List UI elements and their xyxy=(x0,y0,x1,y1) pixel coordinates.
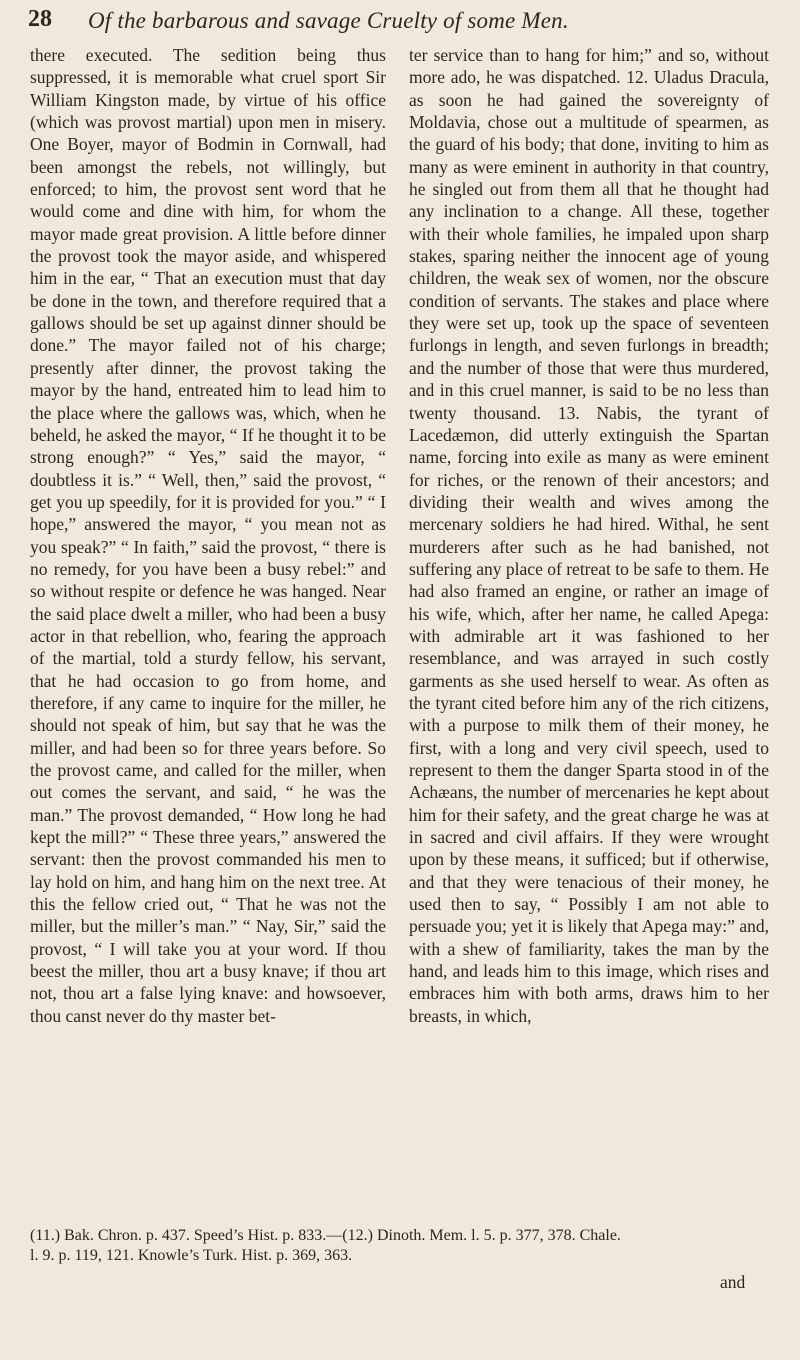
right-column xyxy=(409,44,769,1220)
footnotes xyxy=(30,1226,770,1266)
left-column xyxy=(30,44,386,1220)
footnote-line: l. 9. p. 119, 121. Knowle’s Turk. Hist. p. 369, 363. xyxy=(30,1247,353,1264)
right-column-text: ter service than to hang for him;” and so, without more ado, he was dispatched. 12. Uladus Dracula, as soon he had gained the sovereignty of Moldavia, chose out a multitude of spearmen, as the guard of his body; that done, inviting to him as many as were eminent in authority in that country, he singled out from them all that he thought had any inclination to a change. All these, together with their whole families, he impaled upon sharp stakes, sparing neither the innocent age of young children, the weak sex of women, nor the obscure condition of servants. The stakes and place where they were set up, took up the space of seventeen furlongs in length, and seven furlongs in breadth; and the number of those that were thus murdered, and in this cruel manner, is said to be no less than twenty thousand. 13. Nabis, the tyrant of Lacedæmon, did utterly extinguish the Spartan name, forcing into exile as many as were eminent for riches, or the renown of their ancestors; and dividing their wealth and wives among the mercenary soldiers he had hired. Withal, he sent murderers after such as he had banished, not suffering any place of retreat to be safe to them. He had also framed an engine, or rather an image of his wife, which, after her name, he called Apega: with admirable art it was fashioned to her resemblance, and was arrayed in such costly garments as she used herself to wear. As often as the tyrant cited before him any of the rich citizens, with a purpose to milk them of their money, he first, with a long and very civil speech, used to represent to them the danger Sparta stood in of the Achæans, the number of mercenaries he kept about him for their safety, and the great charge he was at in sacred and civil affairs. If they were wrought upon by these means, it sufficed; but if otherwise, and that they were tenacious of their money, he used then to say, “ Possibly I am not able to persuade you; yet it is likely that Apega may:” and, with a shew of familiarity, takes the man by the hand, and leads him to this image, which rises and embraces him with both arms, draws him to her breasts, in which, xyxy=(409,45,769,1026)
page-header xyxy=(28,2,768,36)
running-head: Of the barbarous and savage Cruelty of some Men. xyxy=(88,8,569,33)
footnote-line: (11.) Bak. Chron. p. 437. Speed’s Hist. p. 833.—(12.) Dinoth. Mem. l. 5. p. 377, 378. Chale. xyxy=(30,1227,621,1244)
left-column-text: there executed. The sedition being thus suppressed, it is memorable what cruel sport Sir William Kingston made, by virtue of his office (which was provost martial) upon men in misery. One Boyer, mayor of Bodmin in Cornwall, had been amongst the rebels, not willingly, but enforced; to him, the provost sent word that he would come and dine with him, for whom the mayor made great provision. A little before dinner the provost took the mayor aside, and whispered him in the ear, “ That an execution must that day be done in the town, and therefore required that a gallows should be set up against dinner should be done.” The mayor failed not of his charge; presently after dinner, the provost taking the mayor by the hand, entreated him to lead him to the place where the gallows was, which, when he beheld, he asked the mayor, “ If he thought it to be strong enough?” “ Yes,” said the mayor, “ doubtless it is.” “ Well, then,” said the provost, “ get you up speedily, for it is provided for you.” “ I hope,” answered the mayor, “ you mean not as you speak?” “ In faith,” said the provost, “ there is no remedy, for you have been a busy rebel:” and so without respite or defence he was hanged. Near the said place dwelt a miller, who had been a busy actor in that rebellion, who, fearing the approach of the martial, told a sturdy fellow, his servant, that he had occasion to go from home, and therefore, if any came to inquire for the miller, he should not speak of him, but say that he was the miller, and had been so for three years before. So the provost came, and called for the miller, when out comes the servant, and said, “ he was the man.” The provost demanded, “ How long he had kept the mill?” “ These three years,” answered the servant: then the provost commanded his men to lay hold on him, and hang him on the next tree. At this the fellow cried out, “ That he was not the miller, but the miller’s man.” “ Nay, Sir,” said the provost, “ I will take you at your word. If thou beest the miller, thou art a busy knave; if thou art not, thou art a false lying knave: and howsoever, thou canst never do thy master bet- xyxy=(30,45,386,1026)
page-number: 28 xyxy=(28,6,52,32)
catchword: and xyxy=(720,1272,746,1292)
